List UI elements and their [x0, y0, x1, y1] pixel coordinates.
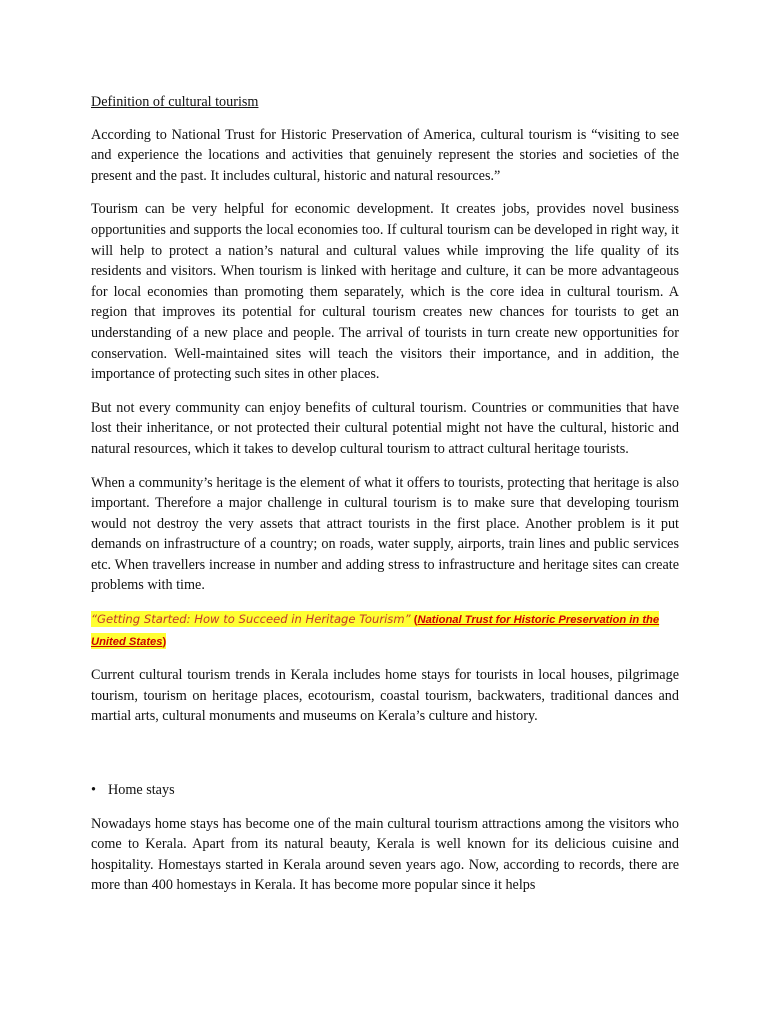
- citation-paren-open: (: [410, 614, 418, 627]
- bullet-list: [91, 780, 679, 801]
- blank-space: [91, 740, 679, 780]
- paragraph-home-stays: Nowadays home stays has become one of the main cultural tourism attractions among the visitors who come to Kerala. Apart from its natural beauty, Kerala is well known for its delicious cuisine and hospitality. Homestays started in Kerala around seven years ago. Now, according to records, there are more than 400 homestays in Kerala. It has become more popular since it helps: [91, 815, 679, 894]
- citation-title: “Getting Started: How to Succeed in Heritage Tourism”: [91, 612, 411, 627]
- bullet-icon: •: [91, 782, 96, 799]
- citation-paren-close: ): [162, 635, 167, 648]
- section-heading: Definition of cultural tourism: [91, 94, 259, 110]
- paragraph-economic-development: Tourism can be very helpful for economic development. It creates jobs, provides novel business opportunities and supports the local economies too. If cultural tourism can be developed in right way, it will help to protect a nation’s natural and cultural values while improving the life quality of its residents and visitors. When tourism is linked with heritage and culture, it can be more advantageous for local economies than promoting them separately, which is the core idea in cultural tourism. A region that improves its potential for cultural tourism creates new chances for tourists to get an understanding of a new place and people. The arrival of tourists in turn create new opportunities for conservation. Well-maintained sites will teach the visitors their importance, and in addition, the importance of protecting such sites in other places.: [91, 201, 679, 383]
- paragraph-definition: According to National Trust for Historic Preservation of America, cultural tourism is “visiting to see and experience the locations and activities that genuinely represent the stories and societies of the present and the past. It includes cultural, historic and natural resources.”: [91, 126, 679, 184]
- bullet-item-label: Home stays: [108, 782, 175, 799]
- citation-link[interactable]: National Trust for Historic Preservation in the United States: [91, 614, 660, 648]
- citation-highlight: [91, 611, 659, 649]
- paragraph-kerala-trends: Current cultural tourism trends in Kerala includes home stays for tourists in local houses, pilgrimage tourism, tourism on heritage places, ecotourism, coastal tourism, backwaters, traditional dances and martial arts, cultural monuments and museums on Kerala’s culture and history.: [91, 667, 679, 725]
- paragraph-heritage-protection: When a community’s heritage is the element of what it offers to tourists, protecting that heritage is also important. Therefore a major challenge in cultural tourism is to make sure that developing tourism would not destroy the very assets that attract tourists in the first place. Another problem is it put demands on infrastructure of a country; on roads, water supply, airports, train lines and public services etc. When travellers increase in number and adding stress to infrastructure and heritage sites can create problems with time.: [91, 474, 679, 594]
- bullet-item: [91, 780, 679, 801]
- citation: [91, 609, 679, 652]
- document-body: [91, 92, 679, 909]
- paragraph-community-benefits: But not every community can enjoy benefits of cultural tourism. Countries or communities that have lost their inheritance, or not protected their cultural potential might not have the cultural, historic and natural resources, which it takes to develop cultural tourism to attract cultural heritage tourists.: [91, 399, 679, 457]
